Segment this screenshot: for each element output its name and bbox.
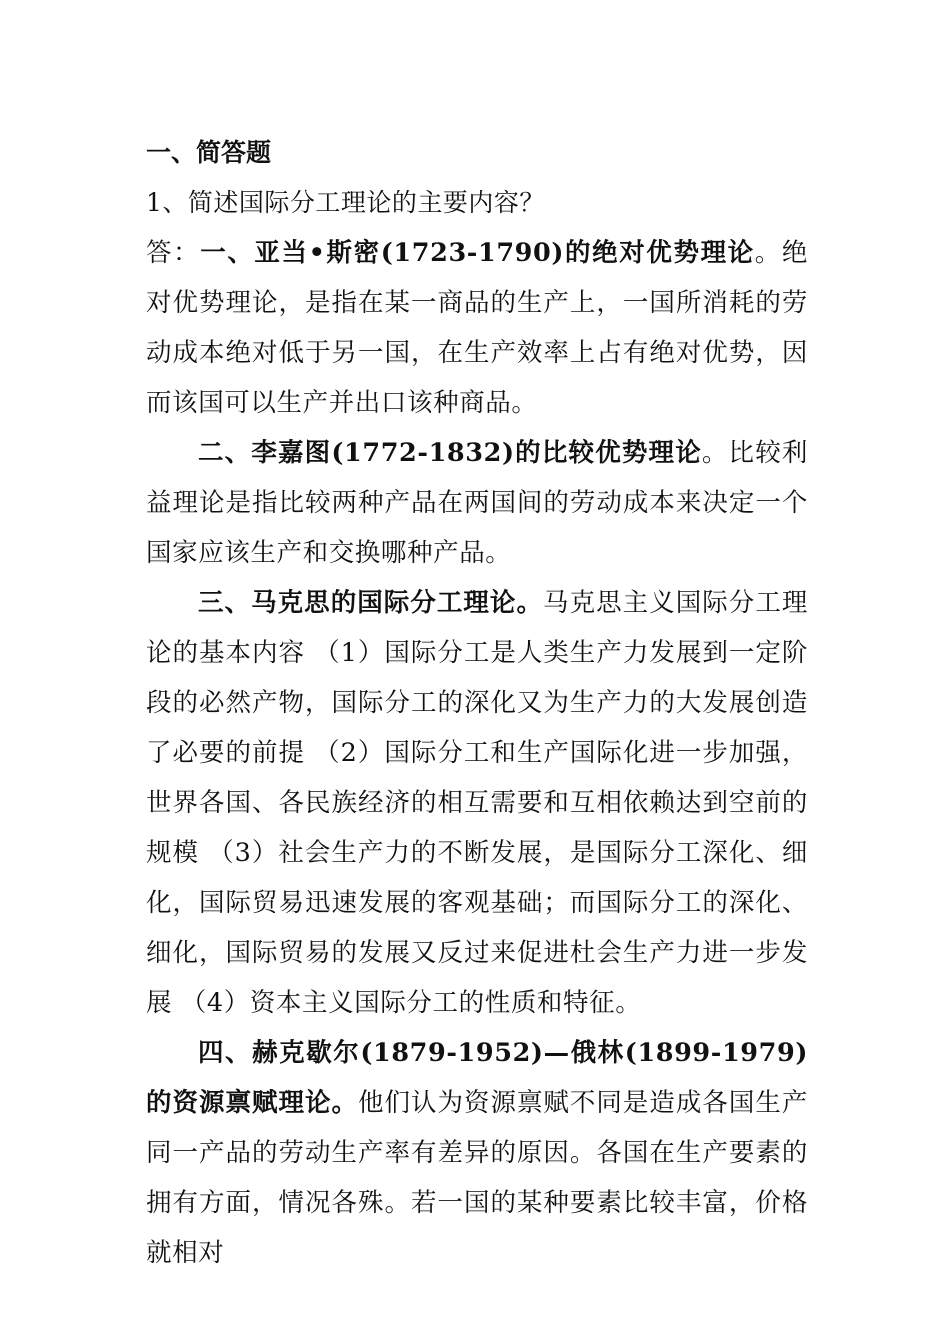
theory-title-absolute-advantage: 一、亚当•斯密(1723-1790)的绝对优势理论 (200, 238, 755, 268)
answer-paragraph-2 (146, 428, 808, 578)
theory-title-comparative-advantage: 二、李嘉图(1772-1832)的比较优势理论 (198, 438, 702, 468)
theory-title-marx: 三、马克思的国际分工理论。 (198, 588, 544, 618)
theory-body-comparative-advantage: 。比较利益理论是指比较两种产品在两国间的劳动成本来决定一个国家应该生产和交换哪种产品。 (146, 438, 808, 568)
answer-paragraph-1 (146, 228, 808, 428)
answer-prefix: 答： (146, 238, 201, 268)
section-title: 一、简答题 (146, 138, 272, 167)
theory-body-factor-endowment: 他们认为资源禀赋不同是造成各国生产同一产品的劳动生产率有差异的原因。各国在生产要素的拥有方面，情况各殊。若一国的某种要素比较丰富，价格就相对 (146, 1088, 808, 1268)
theory-body-absolute-advantage: 。绝对优势理论，是指在某一商品的生产上，一国所消耗的劳动成本绝对低于另一国，在生产效率上占有绝对优势，因而该国可以生产并出口该种商品。 (146, 238, 808, 418)
theory-title-factor-endowment: 四、赫克歇尔(1879-1952)—俄林(1899-1979)的资源禀赋理论。 (146, 1038, 808, 1118)
document-page (146, 128, 808, 1278)
answer-paragraph-4 (146, 1028, 808, 1278)
answer-paragraph-3 (146, 578, 808, 1028)
question-text: 1、简述国际分工理论的主要内容？ (146, 188, 545, 217)
theory-body-marx: 马克思主义国际分工理论的基本内容 （1）国际分工是人类生产力发展到一定阶段的必然产物，国际分工的深化又为生产力的大发展创造了必要的前提 （2）国际分工和生产国际化进一步加强，世界各国、各民族经济的相互需要和互相依赖达到空前的规模 （3）社会生产力的不断发展，是国际分工深化、细化，国际贸易迅速发展的客观基础；而国际分工的深化、细化，国际贸易的发展又反过来促进杜会生产力进一步发展 （4）资本主义国际分工的性质和特征。 (146, 588, 808, 1018)
